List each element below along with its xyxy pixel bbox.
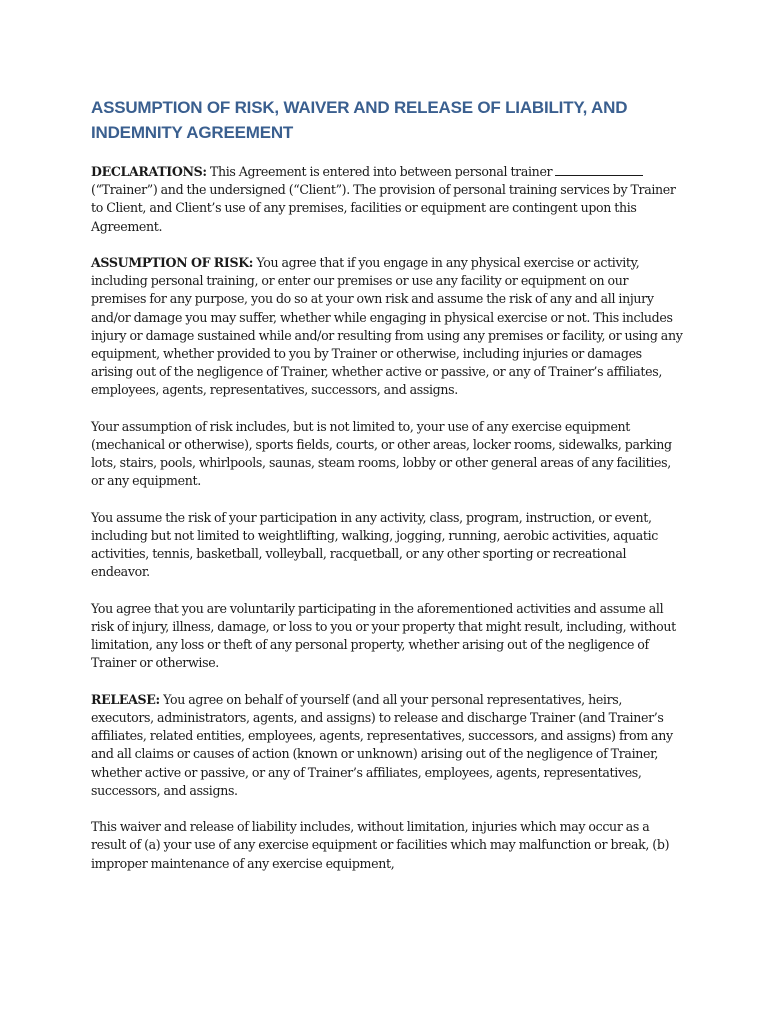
declarations-heading: DECLARATIONS: [91, 164, 207, 179]
declarations-text-end: (“Trainer”) and the undersigned (“Client”). The provision of personal training services by Trainer to Client, and Client’s use of any premises, facilities or equipment are contingent upon this Agreement. [91, 182, 676, 234]
trainer-name-blank [555, 164, 643, 176]
declarations-text-start: This Agreement is entered into between personal trainer [206, 164, 556, 179]
release-paragraph [91, 691, 685, 800]
participation-paragraph: You assume the risk of your participation in any activity, class, program, instruction, or event, including but not limited to weightlifting, walking, jogging, running, aerobic activities, aquatic activities, tennis, basketball, volleyball, racquetball, or any other sporting or recreational endeavor. [91, 509, 658, 580]
release-text: You agree on behalf of yourself (and all your personal representatives, heirs, executors, administrators, agents, and assigns) to release and discharge Trainer (and Trainer’s affiliates, related entities, employees, agents, representatives, successors, and assigns) from any and all claims or causes of action (known or unknown) arising out of the negligence of Trainer, whether active or passive, or any of Trainer’s affiliates, employees, agents, representatives, successors, and assigns. [91, 691, 673, 798]
assumption-of-risk-heading: ASSUMPTION OF RISK: [91, 255, 254, 270]
document-title: ASSUMPTION OF RISK, WAIVER AND RELEASE OF LIABILITY, AND INDEMNITY AGREEMENT [91, 98, 628, 142]
waiver-includes-paragraph: This waiver and release of liability includes, without limitation, injuries which may occur as a result of (a) your use of any exercise equipment or facilities which may malfunction or break, (b) improper maintenance of any exercise equipment, [91, 819, 670, 871]
voluntary-paragraph: You agree that you are voluntarily participating in the aforementioned activities and assume all risk of injury, illness, damage, or loss to you or your property that might result, including, without limitation, any loss or theft of any personal property, whether arising out of the negligence of Trainer or otherwise. [91, 600, 676, 671]
document-body [91, 163, 685, 891]
assumption-of-risk-text: You agree that if you engage in any physical exercise or activity, including personal training, or enter our premises or use any facility or equipment on our premises for any purpose, you do so at your own risk and assume the risk of any and all injury and/or damage you may suffer, whether while engaging in physical exercise or not. This includes injury or damage sustained while and/or resulting from using any premises or facility, or using any equipment, whether provided to you by Trainer or otherwise, including injuries or damages arising out of the negligence of Trainer, whether active or passive, or any of Trainer’s affiliates, employees, agents, representatives, successors, and assigns. [91, 255, 683, 398]
declarations-paragraph [91, 163, 685, 236]
assumption-includes-paragraph: Your assumption of risk includes, but is not limited to, your use of any exercise equipment (mechanical or otherwise), sports fields, courts, or other areas, locker rooms, sidewalks, parking lots, stairs, pools, whirlpools, saunas, steam rooms, lobby or other general areas of any facilities, or any equipment. [91, 418, 672, 489]
release-heading: RELEASE: [91, 691, 160, 707]
assumption-of-risk-paragraph [91, 254, 685, 400]
